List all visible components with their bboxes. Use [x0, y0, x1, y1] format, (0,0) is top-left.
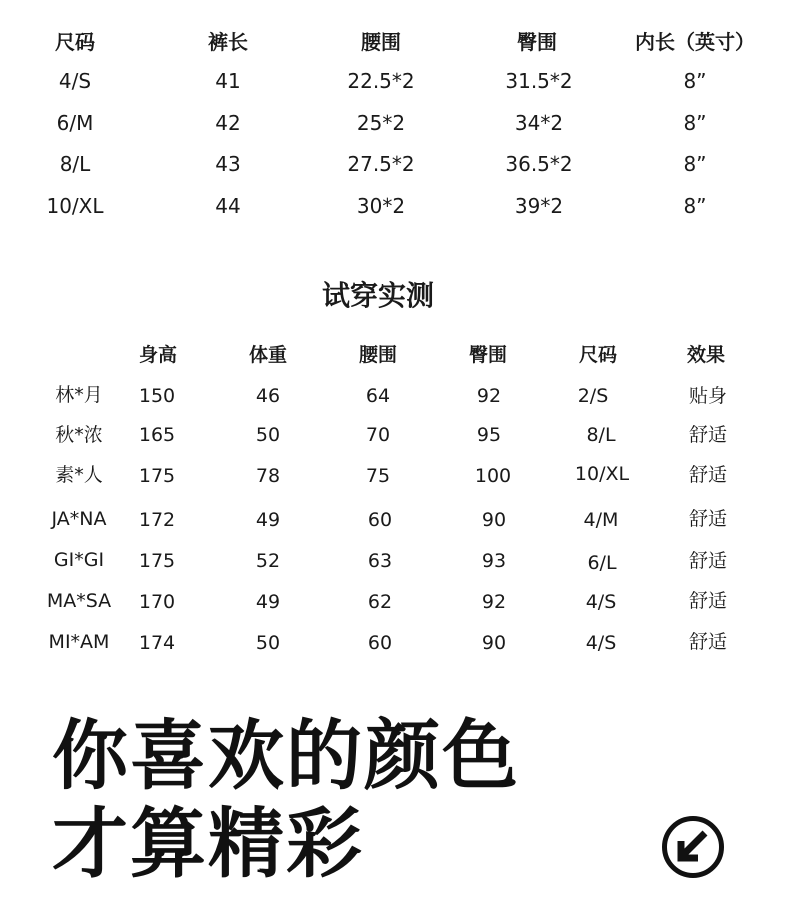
size-cell: 6/M	[56, 111, 94, 135]
waist-cell: 63	[367, 550, 393, 572]
waist-cell: 64	[365, 385, 391, 407]
waist-cell: 60	[367, 509, 393, 531]
length-cell: 41	[215, 69, 241, 93]
height-cell: 174	[138, 632, 176, 654]
hip-cell: 90	[481, 632, 507, 654]
header-size: 尺码	[578, 344, 618, 366]
fit-cell: 舒适	[688, 424, 728, 446]
weight-cell: 50	[255, 632, 281, 654]
header-waist: 腰围	[361, 30, 401, 54]
inseam-cell: 8”	[683, 69, 707, 93]
header-waist: 腰围	[358, 344, 398, 366]
hip-cell: 95	[476, 424, 502, 446]
waist-cell: 70	[365, 424, 391, 446]
fit-cell: 贴身	[688, 385, 728, 407]
slogan-line-2: 才算精彩	[52, 799, 364, 888]
height-cell: 175	[138, 465, 176, 487]
size-cell: 4/S	[58, 69, 92, 93]
height-cell: 175	[138, 550, 176, 572]
weight-cell: 49	[255, 509, 281, 531]
inseam-cell: 8”	[683, 194, 707, 218]
header-inseam: 内长（英寸）	[635, 30, 755, 54]
header-fit: 效果	[686, 344, 726, 366]
hip-cell: 31.5*2	[505, 69, 573, 93]
length-cell: 44	[215, 194, 241, 218]
length-cell: 43	[215, 152, 241, 176]
waist-cell: 22.5*2	[347, 69, 415, 93]
size-cell: 8/L	[586, 424, 616, 446]
name-cell: 林*月	[55, 384, 103, 406]
hip-cell: 92	[476, 385, 502, 407]
size-cell: 4/S	[585, 591, 617, 613]
inseam-cell: 8”	[683, 152, 707, 176]
name-cell: 素*人	[55, 464, 103, 486]
name-cell: JA*NA	[51, 508, 107, 530]
weight-cell: 46	[255, 385, 281, 407]
try-on-title: 试穿实测	[321, 279, 435, 312]
height-cell: 170	[138, 591, 176, 613]
waist-cell: 25*2	[356, 111, 406, 135]
height-cell: 172	[138, 509, 176, 531]
weight-cell: 78	[255, 465, 281, 487]
fit-cell: 舒适	[688, 508, 728, 530]
name-cell: 秋*浓	[55, 424, 103, 446]
waist-cell: 27.5*2	[347, 152, 415, 176]
header-length: 裤长	[208, 30, 248, 54]
size-cell: 4/M	[583, 509, 619, 531]
hip-cell: 100	[474, 465, 512, 487]
size-cell: 8/L	[59, 152, 91, 176]
waist-cell: 62	[367, 591, 393, 613]
weight-cell: 50	[255, 424, 281, 446]
hip-cell: 39*2	[514, 194, 564, 218]
hip-cell: 93	[481, 550, 507, 572]
waist-cell: 75	[365, 465, 391, 487]
header-height: 身高	[138, 344, 178, 366]
waist-cell: 30*2	[356, 194, 406, 218]
header-size: 尺码	[55, 30, 95, 54]
size-cell: 10/XL	[46, 194, 104, 218]
fit-cell: 舒适	[688, 590, 728, 612]
fit-cell: 舒适	[688, 631, 728, 653]
size-cell: 6/L	[587, 552, 617, 574]
header-hip: 臀围	[468, 344, 508, 366]
weight-cell: 49	[255, 591, 281, 613]
arrow-down-left-circle-icon	[661, 815, 725, 879]
size-cell: 10/XL	[574, 463, 630, 485]
waist-cell: 60	[367, 632, 393, 654]
header-weight: 体重	[248, 344, 288, 366]
name-cell: MA*SA	[46, 590, 112, 612]
hip-cell: 90	[481, 509, 507, 531]
fit-cell: 舒适	[688, 550, 728, 572]
name-cell: GI*GI	[53, 549, 105, 571]
weight-cell: 52	[255, 550, 281, 572]
slogan-line-1: 你喜欢的颜色	[52, 711, 520, 800]
hip-cell: 92	[481, 591, 507, 613]
size-cell: 4/S	[585, 632, 617, 654]
fit-cell: 舒适	[688, 464, 728, 486]
hip-cell: 36.5*2	[505, 152, 573, 176]
height-cell: 165	[138, 424, 176, 446]
length-cell: 42	[215, 111, 241, 135]
size-cell: 2/S	[577, 385, 609, 407]
height-cell: 150	[138, 385, 176, 407]
hip-cell: 34*2	[514, 111, 564, 135]
inseam-cell: 8”	[683, 111, 707, 135]
name-cell: MI*AM	[48, 631, 110, 653]
header-hip: 臀围	[517, 30, 557, 54]
